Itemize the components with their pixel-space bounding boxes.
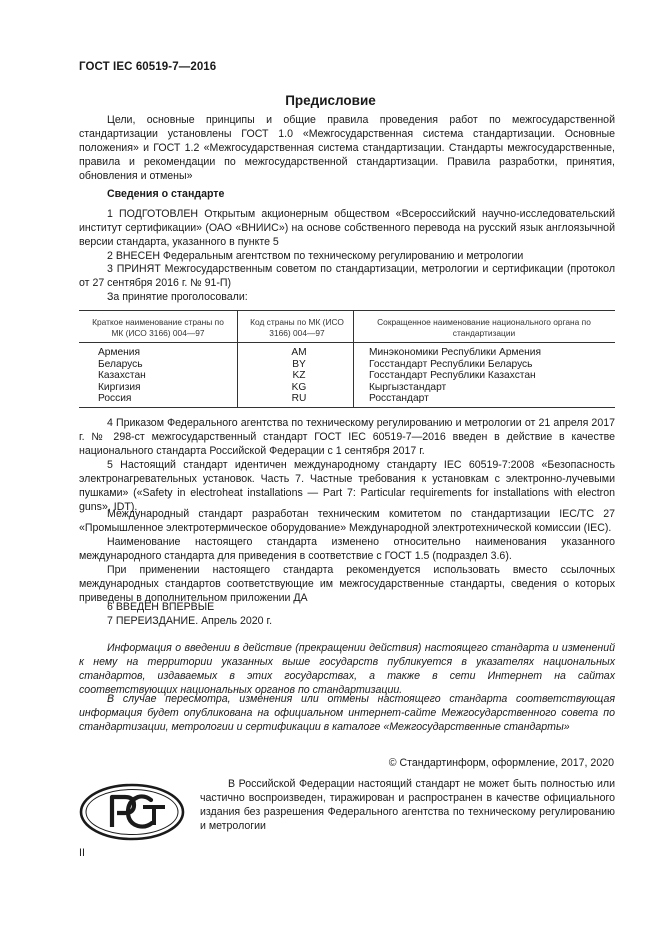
- table-column-divider: [353, 310, 354, 408]
- table-cell-country: Киргизия: [98, 381, 141, 393]
- voted-label: За принятие проголосовали:: [107, 291, 248, 303]
- table-header-divider: [79, 342, 615, 343]
- table-cell-code: KZ: [292, 370, 306, 381]
- italic-note-publication: Информация о введении в действие (прекращении действия) настоящего стандарта и изменений к нему на территории указанных выше государств публикуется в указателях национальных стандартов, издаваемых в этих государствах, а также в сети Интернет на сайтах соответствующих национальных органов по стандартизации.: [79, 642, 615, 696]
- table-cell-body: Госстандарт Республики Беларусь: [369, 358, 533, 370]
- table-cell-country: Казахстан: [98, 370, 146, 381]
- table-cell-country: Беларусь: [98, 358, 143, 370]
- table-cell-body: Кыргызстандарт: [369, 381, 447, 393]
- table-cell-code: AM: [291, 347, 307, 358]
- table-cell-country: Армения: [98, 347, 140, 358]
- info-heading: Сведения о стандарте: [107, 188, 225, 200]
- table-column-divider: [237, 310, 238, 408]
- item-3: 3 ПРИНЯТ Межгосударственным советом по стандартизации, метрологии и сертификации (протокол от 27 сентября 2016 г. № 91-П): [79, 263, 615, 289]
- table-cell-code: KG: [291, 381, 307, 393]
- item-6: 6 ВВЕДЕН ВПЕРВЫЕ: [107, 601, 215, 613]
- table-cell-country: Россия: [98, 393, 132, 404]
- item-4: 4 Приказом Федерального агентства по техническому регулированию и метрологии от 21 апреля 2017 г. № 298-ст межгосударственный стандарт ГОСТ IEC 60519-7—2016 введен в действие в качестве национального стандарта Российской Федерации с 1 сентября 2017 г.: [79, 417, 615, 457]
- rst-certification-mark-icon: [79, 783, 185, 841]
- table-cell-body: Минэкономики Республики Армения: [369, 347, 541, 358]
- italic-note-revision: В случае пересмотра, изменения или отмены настоящего стандарта соответствующая информация будет опубликована на официальном интернет-сайте Межгосударственного совета по стандартизации, метрологии и сертификации в каталоге «Межгосударственные стандарты»: [79, 693, 615, 733]
- item-5: 5 Настоящий стандарт идентичен международному стандарту IEC 60519-7:2008 «Безопасность электронагревательных установок. Часть 7. Частные требования к установкам с электронно-лучевыми пушками» («Safety in electroheat installations — Part 7: Particular requirements for installations with electron guns», IDT).: [79, 459, 615, 513]
- table-cell-code: BY: [292, 358, 306, 370]
- table-header-country: Краткое наименование страны по МК (ИСО 3166) 004—97: [92, 317, 224, 338]
- page-title: Предисловие: [285, 93, 376, 108]
- page-number: II: [79, 847, 85, 859]
- reproduction-notice: В Российской Федерации настоящий стандарт не может быть полностью или частично воспроизведен, тиражирован и распространен в качестве официального издания без разрешения Федерального агентства по техническому регулированию и метрологии: [200, 778, 615, 832]
- table-cell-body: Росстандарт: [369, 393, 429, 404]
- item-1: 1 ПОДГОТОВЛЕН Открытым акционерным обществом «Всероссийский научно-исследовательский институт сертификации» (ОАО «ВНИИС») на основе собственного перевода на русский язык англоязычной версии стандарта, указанного в пункте 5: [79, 208, 615, 248]
- table-header-body: Сокращенное наименование национального органа по стандартизации: [377, 317, 591, 338]
- item-5-references: При применении настоящего стандарта рекомендуется использовать вместо ссылочных международных стандартов соответствующие им межгосударственные стандарты, сведения о которых приведены в дополнительном приложении ДА: [79, 564, 615, 604]
- intro-paragraph: Цели, основные принципы и общие правила проведения работ по межгосударственной стандартизации установлены ГОСТ 1.0 «Межгосударственная система стандартизации. Основные положения» и ГОСТ 1.2 «Межгосударственная система стандартизации. Стандарты межгосударственные, правила и рекомендации по межгосударственной стандартизации. Правила разработки, принятия, обновления и отмены»: [79, 114, 615, 182]
- table-header-code: Код страны по МК (ИСО 3166) 004—97: [250, 317, 344, 338]
- table-cell-body: Госстандарт Республики Казахстан: [369, 370, 536, 381]
- item-5-committee: Международный стандарт разработан техническим комитетом по стандартизации IEC/TC 27 «Промышленное электротермическое оборудование» Международной электротехнической комиссии (IEC).: [79, 508, 615, 534]
- item-2: 2 ВНЕСЕН Федеральным агентством по техническому регулированию и метрологии: [107, 250, 524, 262]
- copyright: © Стандартинформ, оформление, 2017, 2020: [388, 757, 614, 769]
- voting-table: [79, 310, 615, 408]
- standard-id-header: ГОСТ IEC 60519-7—2016: [79, 61, 217, 73]
- item-7: 7 ПЕРЕИЗДАНИЕ. Апрель 2020 г.: [107, 615, 273, 627]
- table-cell-code: RU: [291, 393, 307, 404]
- item-5-title-change: Наименование настоящего стандарта изменено относительно наименования указанного международного стандарта для приведения в соответствие с ГОСТ 1.5 (подраздел 3.6).: [79, 536, 615, 562]
